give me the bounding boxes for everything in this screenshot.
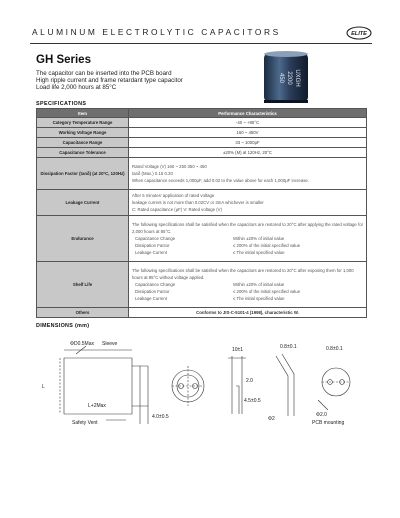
feature-line: Load life 2,000 hours at 85°C bbox=[36, 84, 117, 91]
dim-label: Φ2 bbox=[268, 416, 275, 422]
endurance-criterion bbox=[132, 242, 363, 249]
row-value bbox=[129, 190, 367, 216]
dim-label: Sleeve bbox=[102, 341, 118, 347]
table-row bbox=[37, 138, 367, 148]
leakage-line: C: Rated capacitance (μF) V: Rated voltage (V) bbox=[132, 207, 222, 212]
dim-label: 4.5±0.5 bbox=[244, 398, 261, 404]
row-value: ±20% (M) at 120Hz, 20°C bbox=[129, 148, 367, 158]
table-row-endurance bbox=[37, 216, 367, 262]
table-row bbox=[37, 118, 367, 128]
specifications-table bbox=[36, 108, 367, 318]
specifications-heading: SPECIFICATIONS bbox=[36, 101, 87, 107]
criterion-value: Within ±20% of initial value bbox=[233, 282, 285, 287]
photo-marking: UXGH bbox=[294, 69, 300, 87]
endurance-criterion bbox=[132, 235, 363, 242]
criterion-name: Capacitance Change bbox=[135, 236, 176, 241]
feature-line: High ripple current and frame retardant type capacitor bbox=[36, 77, 183, 84]
dimensions-heading: DIMENSIONS (mm) bbox=[36, 323, 90, 329]
document-header-title: ALUMINUM ELECTROLYTIC CAPACITORS bbox=[32, 27, 281, 37]
pcb-hole-drawing bbox=[318, 368, 350, 410]
leakage-line: After 5 minutes' application of rated voltage bbox=[132, 193, 215, 198]
dim-label: Safety Vent bbox=[72, 420, 98, 426]
dim-label: L bbox=[42, 384, 45, 390]
feature-line: The capacitor can be inserted into the PCB board bbox=[36, 70, 172, 77]
leakage-line: leakage current is not more than 0.02CV or 3mA whichever is smaller bbox=[132, 200, 264, 205]
brand-logo bbox=[346, 26, 372, 40]
table-row-others bbox=[37, 308, 367, 318]
table-row bbox=[37, 148, 367, 158]
table-header-row bbox=[37, 109, 367, 118]
row-value: Conforms to JIS-C-5101-4 (1998), characteristic W. bbox=[129, 308, 367, 318]
row-label: Capacitance Range bbox=[37, 138, 129, 148]
column-header-item: Item bbox=[37, 109, 129, 118]
shelf-life-criterion bbox=[132, 288, 363, 295]
criterion-name: Capacitance Change bbox=[135, 282, 176, 287]
row-value: 160 ~ 450V bbox=[129, 128, 367, 138]
row-label: Leakage Current bbox=[37, 190, 129, 216]
dim-label: PCB mounting bbox=[312, 420, 345, 426]
row-value bbox=[129, 216, 367, 262]
table-row-leakage bbox=[37, 190, 367, 216]
capacitor-photo bbox=[262, 50, 310, 106]
dim-label: 2.0 bbox=[246, 378, 253, 384]
criterion-name: Leakage Current bbox=[135, 296, 168, 301]
criterion-value: ≤ The initial specified value bbox=[233, 296, 285, 301]
dissipation-line: tanδ (Max.) 0.15 0.20 bbox=[132, 171, 173, 176]
photo-marking: 450 bbox=[278, 72, 284, 84]
criterion-value: ≤ The initial specified value bbox=[233, 250, 285, 255]
row-label: Working Voltage Range bbox=[37, 128, 129, 138]
criterion-value: ≤ 200% of the initial specified value bbox=[233, 289, 301, 294]
shelf-life-criterion bbox=[132, 281, 363, 288]
dim-label: 10±1 bbox=[232, 347, 244, 353]
endurance-intro: The following specifications shall be satisfied when the capacitors are restored to 20°C after applying the rated voltage for 2,000 hours at 85°C. bbox=[132, 222, 363, 234]
row-label: Capacitance Tolerance bbox=[37, 148, 129, 158]
table-row-dissipation bbox=[37, 158, 367, 190]
bent-lead-drawing bbox=[276, 354, 294, 416]
row-label: Endurance bbox=[37, 216, 129, 262]
table-row bbox=[37, 128, 367, 138]
photo-marking: 2200 bbox=[286, 71, 292, 85]
criterion-value: ≤ 200% of the initial specified value bbox=[233, 243, 301, 248]
dimensions-drawing bbox=[36, 336, 376, 426]
dim-label: 0.8±0.1 bbox=[326, 346, 343, 352]
lead-view-drawing bbox=[228, 356, 246, 414]
column-header-performance: Performance Characteristics bbox=[129, 109, 367, 118]
dim-label: ΦD0.5Max bbox=[70, 341, 94, 347]
row-value bbox=[129, 158, 367, 190]
row-label: Shelf Life bbox=[37, 262, 129, 308]
header-divider bbox=[30, 43, 372, 44]
row-label: Others bbox=[37, 308, 129, 318]
dim-label: L+2Max bbox=[88, 403, 106, 409]
row-value: -40 ~ +85°C bbox=[129, 118, 367, 128]
criterion-name: Leakage Current bbox=[135, 250, 168, 255]
row-value: 33 ~ 1000μF bbox=[129, 138, 367, 148]
brand-logo-text: ELITE bbox=[351, 31, 367, 37]
dissipation-line: When capacitance exceeds 1,000μF, add 0.02 to the value above for each 1,000μF increase. bbox=[132, 178, 309, 183]
row-label: Dissipation Factor (tanδ) (at 20°C, 120Hz) bbox=[37, 158, 129, 190]
top-view-drawing bbox=[172, 366, 204, 406]
row-label: Category Temperature Range bbox=[37, 118, 129, 128]
row-value bbox=[129, 262, 367, 308]
dissipation-line: Rated Voltage (V) 160 ~ 250 350 ~ 450 bbox=[132, 164, 207, 169]
side-view-drawing bbox=[60, 346, 148, 424]
criterion-name: Dissipation Factor bbox=[135, 243, 170, 248]
endurance-criterion bbox=[132, 249, 363, 256]
series-title: GH Series bbox=[36, 54, 91, 66]
criterion-value: Within ±20% of initial value bbox=[233, 236, 285, 241]
dim-label: Φ2.0 bbox=[316, 412, 327, 418]
shelf-life-intro: The following specifications shall be satisfied when the capacitors are restored to 20°C after exposing them for 1,000 hours at 85°C without voltage applied. bbox=[132, 268, 354, 280]
dim-label: 0.8±0.1 bbox=[280, 344, 297, 350]
shelf-life-criterion bbox=[132, 295, 363, 302]
criterion-name: Dissipation Factor bbox=[135, 289, 170, 294]
table-row-shelf-life bbox=[37, 262, 367, 308]
dim-label: 4.0±0.5 bbox=[152, 414, 169, 420]
